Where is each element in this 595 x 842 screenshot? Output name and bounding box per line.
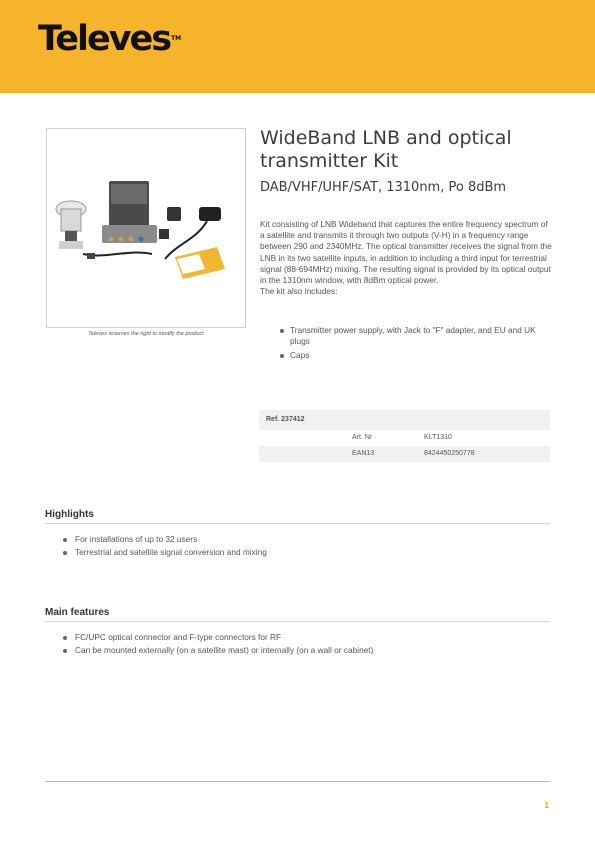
product-photo-icon [47, 129, 245, 327]
logo-text: Televes [38, 19, 171, 59]
list-item: Terrestrial and satellite signal conversion and mixing [63, 546, 543, 559]
row-value: KLT1310 [424, 434, 452, 441]
list-item: Caps [280, 350, 552, 361]
product-title: WideBand LNB and optical transmitter Kit [260, 127, 512, 172]
table-row [259, 446, 550, 462]
main-features-list [63, 631, 543, 657]
televes-logo [38, 19, 182, 59]
kit-intro: The kit also includes: [260, 286, 338, 297]
row-value: 8424450250778 [424, 450, 475, 457]
product-subtitle: DAB/VHF/UHF/SAT, 1310nm, Po 8dBm [260, 180, 507, 195]
footer-divider [45, 781, 550, 782]
kit-items-list [280, 325, 552, 365]
highlights-list [63, 533, 543, 559]
row-key: EAN13 [352, 450, 375, 457]
list-item: Can be mounted externally (on a satellite mast) or internally (on a wall or cabinet) [63, 644, 543, 657]
page-number: 1 [544, 801, 549, 810]
logo-trademark: TM [171, 35, 182, 42]
product-description [260, 219, 552, 297]
list-item: For installations of up to 32 users [63, 533, 543, 546]
list-item: FC/UPC optical connector and F-type connectors for RF [63, 631, 543, 644]
description-text: Kit consisting of LNB Wideband that captures the entire frequency spectrum of a satellite and transmits it through two outputs (V-H) in a frequency range between 290 and 2340MHz. The optical transmitter receives the signal from the LNB in its two satellite inputs, in addition to including a third input for terrestrial signal (88-694MHz) mixing. The resulting signal is provided by its optical output in the 1310nm window, with 8dBm optical power. [260, 219, 552, 286]
highlights-heading: Highlights [45, 509, 550, 524]
table-row [259, 430, 550, 446]
product-photo [46, 128, 246, 328]
list-item: Transmitter power supply, with Jack to "F" adapter, and EU and UK plugs [280, 325, 552, 347]
ref-number: Ref. 237412 [259, 410, 550, 430]
main-features-heading: Main features [45, 607, 550, 622]
row-key: Art. Nr [352, 434, 373, 441]
photo-caption: Televes reserves the right to modify the product [88, 331, 204, 337]
brand-header [0, 0, 595, 93]
reference-table [259, 410, 550, 462]
